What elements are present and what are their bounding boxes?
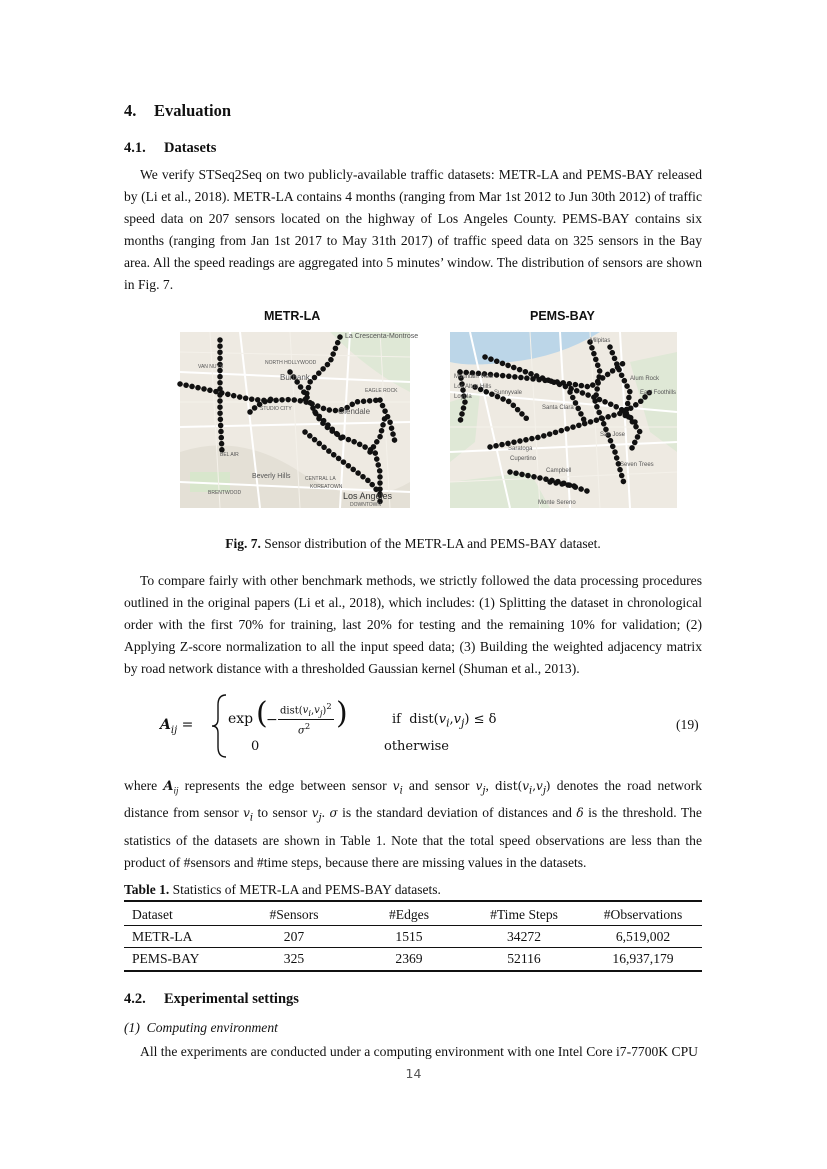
table-cell: 1515 xyxy=(395,929,423,944)
map-label-milpitas: Milpitas xyxy=(590,338,611,344)
table-bottom-rule xyxy=(124,970,702,972)
subsection-heading-experimental xyxy=(124,991,299,1008)
equation-paren-right: ) xyxy=(336,696,348,731)
subsection-title: Datasets xyxy=(164,140,217,156)
subsection-title: Experimental settings xyxy=(164,991,299,1007)
map-label-loyola: Loyola xyxy=(454,394,472,400)
table-cell: METR-LA xyxy=(132,929,193,944)
subsection-heading-datasets xyxy=(124,140,216,157)
item-computing-environment: (1) Computing environment xyxy=(124,1020,278,1035)
table-caption-label: Table 1. xyxy=(124,882,170,897)
table-header-cell: #Sensors xyxy=(269,907,319,922)
table-header-cell: #Observations xyxy=(603,907,683,922)
figure-caption-label: Fig. 7. xyxy=(225,536,261,551)
map-label-seven-trees: Seven Trees xyxy=(620,462,654,468)
map-label-koreatown: KOREATOWN xyxy=(310,484,343,490)
map-label-monte-sereno: Monte Sereno xyxy=(538,500,576,506)
equation-fraction-bar xyxy=(278,719,334,720)
figure-caption-text: Sensor distribution of the METR-LA and PEMS-BAY dataset. xyxy=(264,536,601,551)
equation-otherwise: otherwise xyxy=(384,739,449,754)
map-label-east-foothills: East Foothills xyxy=(640,390,677,396)
table-cell: 34272 xyxy=(507,929,541,944)
paragraph-equation-explanation: where $A_{ij}$ represents the edge between sensor $v_i$ and sensor $v_j$, $dist(v_i,v_j)$ denotes the road network distance from sensor $v_i$ to sensor $v_j$. σ is the standard deviation of distances and δ is the threshold. The statistics of the datasets are shown in Table 1. Note that the total speed observations are less than the product of #sensors and #time steps, because there are missing values in the datasets. xyxy=(124,778,703,870)
table-cell: 16,937,179 xyxy=(612,951,674,966)
map-label-los-altos-hills: Los Altos Hills xyxy=(454,384,492,390)
equation-denominator: $\sigma^2$ xyxy=(298,721,311,737)
table-cell: PEMS-BAY xyxy=(132,951,200,966)
subsection-number: 4.2. xyxy=(124,991,146,1007)
table-caption-text: Statistics of METR-LA and PEMS-BAY datasets. xyxy=(172,882,441,897)
equation-lhs: $A_{ij}$ = xyxy=(160,717,194,736)
map-label-glendale: Glendale xyxy=(338,407,371,416)
map-label-bel-air: BEL AIR xyxy=(220,452,239,458)
table-header-row xyxy=(124,904,702,926)
section-heading xyxy=(124,101,231,121)
equation-numerator: $dist(v_i,v_j)^2$ xyxy=(280,701,332,719)
map-label-brentwood: BRENTWOOD xyxy=(208,490,242,496)
map-label-saratoga: Saratoga xyxy=(508,446,533,452)
equation-19 xyxy=(160,693,700,763)
equation-zero: 0 xyxy=(251,739,260,754)
paragraph-datasets: We verify STSeq2Seq on two publicly-available traffic datasets: METR-LA and PEMS-BAY released by (Li et al., 2018). METR-LA contains 4 months (ranging from Mar 1st 2012 to Jun 30th 2012) of traffic speed data on 207 sensors located on the highway of Los Angeles County. PEMS-BAY contains six months (ranging from Jan 1st 2017 to May 31th 2017) of traffic speed data on 325 sensors in the Bay area. All the speed readings are aggregated into 5 minutes’ window. The distribution of sensors are shown in Fig. 7. xyxy=(124,167,702,292)
table-cell: 52116 xyxy=(507,951,541,966)
pems-bay-map-graphic xyxy=(450,332,677,508)
table-cell: 6,519,002 xyxy=(615,929,671,944)
figure-caption xyxy=(124,536,702,552)
figure-title-metr-la: METR-LA xyxy=(264,309,321,323)
map-label-downtown: DOWNTOWN xyxy=(350,502,382,508)
metr-la-map-graphic xyxy=(180,332,419,508)
paragraph-computing: All the experiments are conducted under a computing environment with one Intel Core i7-7700K CPU xyxy=(140,1044,698,1059)
equation-exp: exp xyxy=(228,711,254,727)
map-label-eagle-rock: EAGLE ROCK xyxy=(365,388,398,394)
section-number: 4. xyxy=(124,101,137,120)
map-label-santa-clara: Santa Clara xyxy=(542,405,574,411)
map-label-la-crescenta: La Crescenta-Montrose xyxy=(345,333,419,340)
table-top-rule xyxy=(124,900,702,902)
map-label-los-angeles: Los Angeles xyxy=(343,491,393,501)
equation-brace xyxy=(210,693,230,759)
map-label-san-jose: San Jose xyxy=(600,432,626,438)
pems-bay-sensor-map xyxy=(450,332,677,508)
table-caption xyxy=(124,882,441,898)
equation-number: (19) xyxy=(676,717,699,732)
map-label-burbank: Burbank xyxy=(280,373,310,382)
section-title: Evaluation xyxy=(154,101,232,120)
table-cell: 325 xyxy=(283,951,305,966)
table-row xyxy=(124,926,702,948)
map-label-central-la: CENTRAL LA xyxy=(305,476,336,482)
paragraph-processing: To compare fairly with other benchmark methods, we strictly followed the data processing procedures outlined in the original papers (Li et al., 2018), which includes: (1) Splitting the dataset in chronological order with the first 70% for training, last 20% for testing and the remaining 10% for validation; (2) Applying Z-score normalization to all the input speed data; (3) Building the weighted adjacency matrix by road network distance with a thresholded Gaussian kernel (Shuman et al., 2013). xyxy=(124,573,702,676)
statistics-table xyxy=(124,904,702,970)
map-label-north-hollywood: NORTH HOLLYWOOD xyxy=(265,360,317,366)
table-header-cell: Dataset xyxy=(132,907,173,922)
page-number: 14 xyxy=(405,1066,422,1081)
table-cell: 207 xyxy=(283,929,305,944)
metr-la-sensor-map xyxy=(180,332,419,508)
table-row xyxy=(124,948,702,970)
map-label-sunnyvale: Sunnyvale xyxy=(494,390,523,396)
table-header-cell: #Time Steps xyxy=(490,907,558,922)
equation-condition: if $dist(v_i,v_j) \le \delta$ xyxy=(392,712,497,730)
map-label-beverly-hills: Beverly Hills xyxy=(252,473,291,480)
subsection-number: 4.1. xyxy=(124,140,146,156)
map-label-van-nuys: VAN NUYS xyxy=(198,364,224,370)
figure-title-pems-bay: PEMS-BAY xyxy=(530,309,595,323)
map-label-alum-rock: Alum Rock xyxy=(630,376,660,382)
map-label-studio-city: STUDIO CITY xyxy=(260,406,292,412)
map-label-mountain-view: Mountain View xyxy=(454,374,494,380)
equation-minus: − xyxy=(266,712,278,728)
equation-paren-left: ( xyxy=(256,696,268,731)
table-header-cell: #Edges xyxy=(388,907,430,922)
map-label-cupertino: Cupertino xyxy=(510,456,537,462)
table-cell: 2369 xyxy=(395,951,423,966)
map-label-campbell: Campbell xyxy=(546,468,572,474)
